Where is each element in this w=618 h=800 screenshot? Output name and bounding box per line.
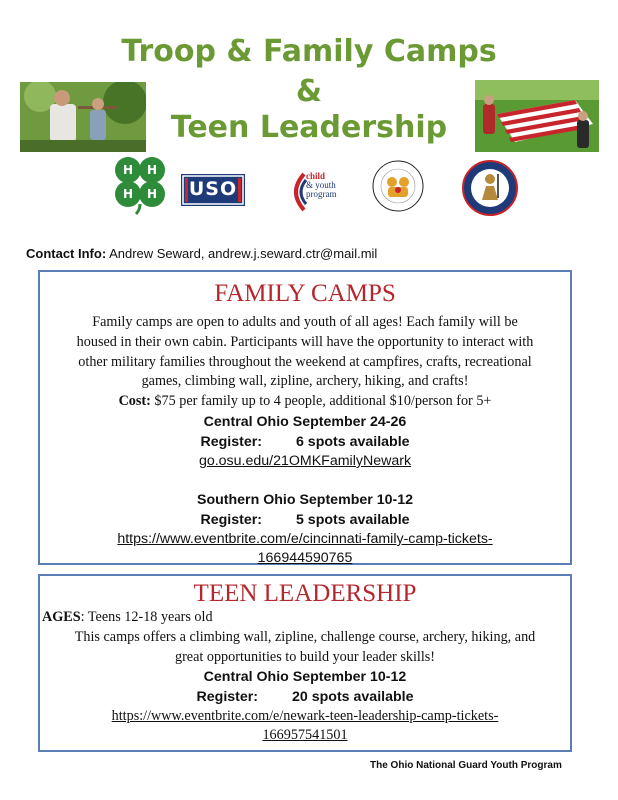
- family-camps-section: [38, 270, 572, 565]
- teen-link-line1[interactable]: https://www.eventbrite.com/e/newark-teen-leadership-camp-tickets-: [111, 708, 499, 725]
- teen-leadership-section: [38, 574, 572, 752]
- central-family-register: [40, 432, 570, 452]
- flag-photo: [475, 80, 599, 152]
- svg-text:H: H: [122, 163, 134, 177]
- ages-label: AGES: [42, 609, 81, 625]
- southern-link-line1[interactable]: https://www.eventbrite.com/e/cincinnati-family-camp-tickets-: [117, 530, 493, 547]
- child-youth-line2: & youth: [306, 180, 336, 190]
- spots-available: 6 spots available: [295, 433, 410, 450]
- child-youth-line1: child: [306, 171, 326, 181]
- register-label: Register:: [200, 511, 262, 528]
- uso-logo-text: USO: [188, 178, 238, 200]
- central-teen-register: [40, 687, 570, 707]
- contact-info: [26, 246, 377, 261]
- child-youth-line3: program: [306, 189, 337, 199]
- ohio-national-guard-seal-icon: [462, 160, 518, 216]
- spots-available: 20 spots available: [292, 689, 414, 706]
- southern-family-link[interactable]: [40, 530, 570, 568]
- teen-description-line: great opportunities to build your leader skills!: [174, 648, 436, 665]
- page-subtitle: Teen Leadership: [170, 110, 448, 145]
- uso-logo: [181, 174, 245, 206]
- ages-value: : Teens 12-18 years old: [80, 609, 213, 625]
- contact-label: Contact Info:: [26, 246, 107, 261]
- family-description-line: other military families throughout the weekend at campfires, crafts, recreational: [78, 353, 532, 370]
- central-teen-link[interactable]: [40, 707, 570, 745]
- family-camps-heading: FAMILY CAMPS: [214, 280, 396, 307]
- teen-link-line2[interactable]: 166957541501: [262, 727, 348, 744]
- cost-label: Cost:: [118, 393, 151, 410]
- svg-text:H: H: [122, 187, 134, 201]
- svg-text:H: H: [146, 163, 158, 177]
- central-family-link[interactable]: go.osu.edu/21OMKFamilyNewark: [198, 452, 412, 469]
- footer-text: The Ohio National Guard Youth Program: [370, 760, 562, 771]
- family-description-line: Family camps are open to adults and youth of all ages! Each family will be: [92, 314, 518, 330]
- central-family-title: Central Ohio September 24-26: [203, 413, 407, 430]
- southern-link-line2[interactable]: 166944590765: [257, 549, 353, 566]
- southern-family-register: [40, 510, 570, 530]
- four-h-clover-icon: [110, 152, 170, 216]
- cost-value: $75 per family up to 4 people, additional $10/person for 5+: [154, 393, 492, 410]
- southern-family-title: Southern Ohio September 10-12: [196, 491, 413, 508]
- cost-line: [40, 392, 570, 412]
- register-label: Register:: [200, 433, 262, 450]
- ages-line: [42, 608, 570, 628]
- central-teen-title: Central Ohio September 10-12: [203, 669, 407, 686]
- spots-available: 5 spots available: [295, 511, 410, 528]
- register-label: Register:: [196, 689, 259, 706]
- archery-photo: [20, 82, 146, 152]
- family-readiness-seal-icon: [372, 160, 424, 212]
- svg-text:H: H: [146, 187, 158, 201]
- contact-value: Andrew Seward, andrew.j.seward.ctr@mail.mil: [109, 246, 378, 261]
- family-description-line: housed in their own cabin. Participants will have the opportunity to interact with: [76, 333, 534, 350]
- teen-leadership-heading: TEEN LEADERSHIP: [193, 580, 417, 607]
- family-description-line: games, climbing wall, zipline, archery, hiking, and crafts!: [141, 373, 469, 390]
- page-title: Troop & Family Camps: [121, 34, 497, 69]
- title-ampersand: &: [295, 74, 323, 109]
- teen-description-line: This camps offers a climbing wall, zipline, challenge course, archery, hiking, and: [74, 628, 536, 645]
- child-youth-program-logo: [286, 170, 342, 214]
